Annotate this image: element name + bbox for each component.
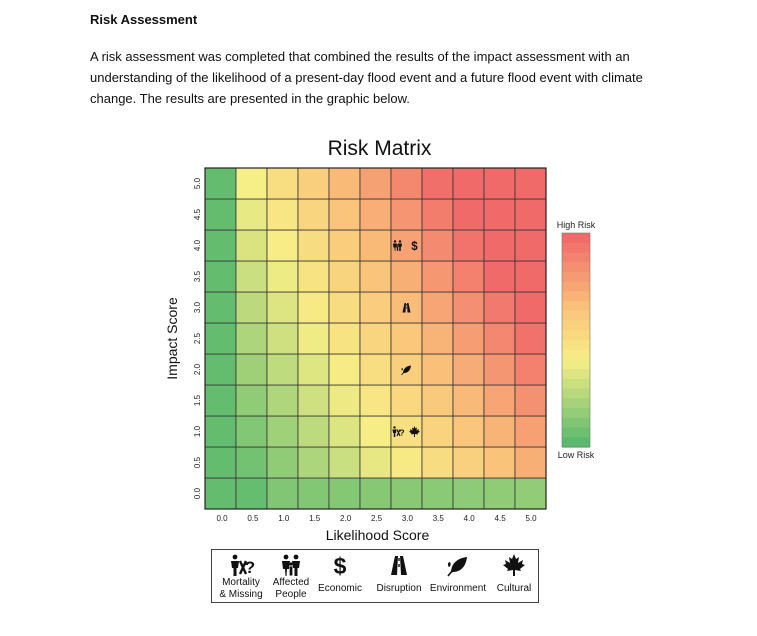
colorbar-step [562, 428, 590, 438]
colorbar-step [562, 379, 590, 389]
y-tick-label: 0.0 [193, 487, 202, 500]
matrix-cell [360, 354, 391, 385]
matrix-cell [205, 199, 236, 230]
y-tick-label: 3.5 [193, 270, 202, 283]
matrix-cell [391, 261, 422, 292]
legend-label: Economic [318, 583, 362, 594]
matrix-cell [298, 230, 329, 261]
matrix-cell [515, 323, 546, 354]
colorbar-step [562, 282, 590, 292]
matrix-cell [515, 354, 546, 385]
matrix-cell [267, 416, 298, 447]
matrix-cell [453, 199, 484, 230]
x-tick-label: 3.5 [432, 514, 444, 523]
x-tick-label: 0.0 [216, 514, 228, 523]
matrix-cell [360, 199, 391, 230]
matrix-cell [267, 447, 298, 478]
matrix-cell [453, 230, 484, 261]
y-tick-label: 0.5 [193, 456, 202, 469]
matrix-cell [515, 478, 546, 509]
people-icon [269, 553, 313, 577]
matrix-cell [267, 230, 298, 261]
colorbar-step [562, 389, 590, 399]
colorbar-step [562, 233, 590, 243]
x-axis-label: Likelihood Score [325, 527, 430, 543]
section-heading: Risk Assessment [90, 12, 198, 27]
matrix-cell [360, 230, 391, 261]
matrix-cell [453, 478, 484, 509]
matrix-cell [391, 478, 422, 509]
colorbar-high-label: High Risk [556, 220, 596, 230]
y-tick-label: 3.0 [193, 301, 202, 314]
y-tick-label: 5.0 [193, 177, 202, 190]
colorbar-step [562, 243, 590, 253]
matrix-cell [484, 478, 515, 509]
intro-paragraph: A risk assessment was completed that combined the results of the impact assessment with an understanding of the likelihood of a present-day flood event and a future flood event with climate change. The results are presented in the graphic below. [90, 49, 643, 106]
legend-label: Mortality & Missing [219, 577, 263, 600]
matrix-cell [422, 168, 453, 199]
colorbar-step [562, 272, 590, 282]
matrix-cell [422, 230, 453, 261]
matrix-cell [298, 447, 329, 478]
x-tick-label: 4.5 [494, 514, 506, 523]
matrix-cell [298, 261, 329, 292]
dollar-icon [312, 553, 368, 577]
matrix-cell [360, 478, 391, 509]
matrix-cell [360, 292, 391, 323]
colorbar-low-label: Low Risk [557, 450, 595, 460]
matrix-cell [298, 416, 329, 447]
matrix-cell [360, 416, 391, 447]
legend-label: Cultural [496, 583, 532, 594]
matrix-cell [484, 199, 515, 230]
colorbar-step [562, 359, 590, 369]
matrix-cell [422, 478, 453, 509]
matrix-cell [205, 261, 236, 292]
x-tick-label: 3.0 [401, 514, 413, 523]
matrix-cell [484, 323, 515, 354]
matrix-cell [484, 292, 515, 323]
matrix-cell [205, 354, 236, 385]
matrix-cell [329, 354, 360, 385]
matrix-cell [236, 323, 267, 354]
matrix-cell [484, 261, 515, 292]
matrix-cell [453, 323, 484, 354]
y-tick-label: 2.0 [193, 363, 202, 376]
x-tick-label: 0.5 [247, 514, 259, 523]
road-icon [370, 553, 428, 577]
matrix-cell [391, 323, 422, 354]
matrix-cell [329, 292, 360, 323]
matrix-cell [453, 416, 484, 447]
colorbar-step [562, 301, 590, 311]
matrix-cell [515, 292, 546, 323]
svg-text:$: $ [333, 553, 347, 579]
matrix-cell [205, 323, 236, 354]
matrix-cell [453, 385, 484, 416]
legend-item [312, 550, 368, 602]
matrix-cell [236, 447, 267, 478]
svg-text:$: $ [411, 241, 418, 253]
matrix-cell [236, 199, 267, 230]
legend-item [493, 550, 535, 602]
matrix-cell [453, 168, 484, 199]
matrix-cell [236, 354, 267, 385]
x-tick-label: 4.0 [463, 514, 475, 523]
matrix-cell [422, 292, 453, 323]
colorbar-step [562, 252, 590, 262]
matrix-cell [329, 261, 360, 292]
mortality-icon [215, 553, 267, 577]
matrix-cell [236, 168, 267, 199]
matrix-cell [236, 292, 267, 323]
y-axis-label: Impact Score [164, 297, 180, 380]
matrix-cell [422, 447, 453, 478]
matrix-cell [236, 478, 267, 509]
matrix-cell [422, 416, 453, 447]
colorbar-step [562, 350, 590, 360]
matrix-cell [267, 261, 298, 292]
matrix-cell [267, 199, 298, 230]
matrix-cell [484, 230, 515, 261]
matrix-cell [267, 478, 298, 509]
x-tick-label: 1.0 [278, 514, 290, 523]
matrix-cell [391, 447, 422, 478]
matrix-cell [515, 168, 546, 199]
matrix-cell [515, 447, 546, 478]
chart-title: Risk Matrix [327, 137, 432, 160]
matrix-cell [391, 168, 422, 199]
y-tick-label: 1.0 [193, 425, 202, 438]
matrix-cell [236, 230, 267, 261]
legend-item [269, 550, 313, 602]
matrix-cell [205, 447, 236, 478]
matrix-cell [329, 416, 360, 447]
colorbar-step [562, 330, 590, 340]
matrix-cell [298, 199, 329, 230]
matrix-cell [205, 292, 236, 323]
icon-legend [211, 549, 539, 603]
matrix-cell [329, 385, 360, 416]
matrix-cell [267, 292, 298, 323]
matrix-cell [453, 292, 484, 323]
y-tick-label: 4.0 [193, 239, 202, 252]
x-tick-label: 2.5 [370, 514, 383, 523]
matrix-cell [453, 447, 484, 478]
colorbar [557, 220, 596, 460]
matrix-cell [205, 416, 236, 447]
matrix-cell [236, 416, 267, 447]
matrix-cell [205, 478, 236, 509]
matrix-cell [515, 416, 546, 447]
legend-label: Disruption [376, 583, 422, 594]
matrix-cell [205, 168, 236, 199]
matrix-cell [267, 385, 298, 416]
x-tick-label: 5.0 [525, 514, 537, 523]
matrix-cell [298, 323, 329, 354]
matrix-cell [515, 261, 546, 292]
matrix-cell [298, 292, 329, 323]
matrix-cell [329, 478, 360, 509]
legend-label: Environment [429, 583, 487, 594]
colorbar-step [562, 340, 590, 350]
dollar-icon [411, 241, 418, 253]
matrix-cell [329, 199, 360, 230]
matrix-cell [515, 199, 546, 230]
colorbar-step [562, 321, 590, 331]
matrix-cells [205, 168, 546, 509]
leaf-icon [427, 553, 489, 577]
matrix-cell [267, 168, 298, 199]
colorbar-step [562, 369, 590, 379]
matrix-cell [515, 385, 546, 416]
matrix-cell [329, 230, 360, 261]
matrix-cell [298, 168, 329, 199]
x-tick-label: 1.5 [309, 514, 321, 523]
matrix-cell [391, 199, 422, 230]
matrix-cell [515, 230, 546, 261]
matrix-cell [484, 447, 515, 478]
maple-leaf-icon [493, 553, 535, 577]
matrix-cell [484, 385, 515, 416]
y-tick-label: 1.5 [193, 394, 202, 407]
colorbar-step [562, 262, 590, 272]
matrix-cell [205, 385, 236, 416]
matrix-cell [422, 385, 453, 416]
y-tick-label: 2.5 [193, 332, 202, 345]
matrix-cell [422, 323, 453, 354]
matrix-cell [422, 199, 453, 230]
matrix-cell [453, 261, 484, 292]
matrix-cell [205, 230, 236, 261]
matrix-cell [360, 261, 391, 292]
matrix-cell [267, 323, 298, 354]
x-tick-label: 2.0 [340, 514, 352, 523]
matrix-cell [484, 354, 515, 385]
legend-item [427, 550, 489, 602]
matrix-cell [329, 447, 360, 478]
matrix-cell [422, 354, 453, 385]
matrix-cell [360, 168, 391, 199]
matrix-cell [298, 478, 329, 509]
matrix-cell [298, 385, 329, 416]
matrix-cell [267, 354, 298, 385]
matrix-cell [484, 416, 515, 447]
matrix-cell [236, 385, 267, 416]
colorbar-step [562, 398, 590, 408]
colorbar-step [562, 408, 590, 418]
y-tick-label: 4.5 [193, 208, 202, 221]
matrix-cell [360, 385, 391, 416]
matrix-cell [298, 354, 329, 385]
legend-label: Affected People [272, 577, 310, 600]
matrix-cell [236, 261, 267, 292]
matrix-cell [329, 168, 360, 199]
matrix-cell [422, 261, 453, 292]
legend-item [215, 550, 267, 602]
colorbar-step [562, 311, 590, 321]
matrix-cell [360, 323, 391, 354]
colorbar-step [562, 291, 590, 301]
legend-item [370, 550, 428, 602]
matrix-cell [329, 323, 360, 354]
colorbar-step [562, 437, 590, 447]
colorbar-step [562, 418, 590, 428]
matrix-cell [453, 354, 484, 385]
matrix-cell [360, 447, 391, 478]
svg-text:?: ? [244, 558, 256, 577]
svg-text:?: ? [399, 427, 405, 438]
matrix-cell [391, 385, 422, 416]
matrix-cell [484, 168, 515, 199]
